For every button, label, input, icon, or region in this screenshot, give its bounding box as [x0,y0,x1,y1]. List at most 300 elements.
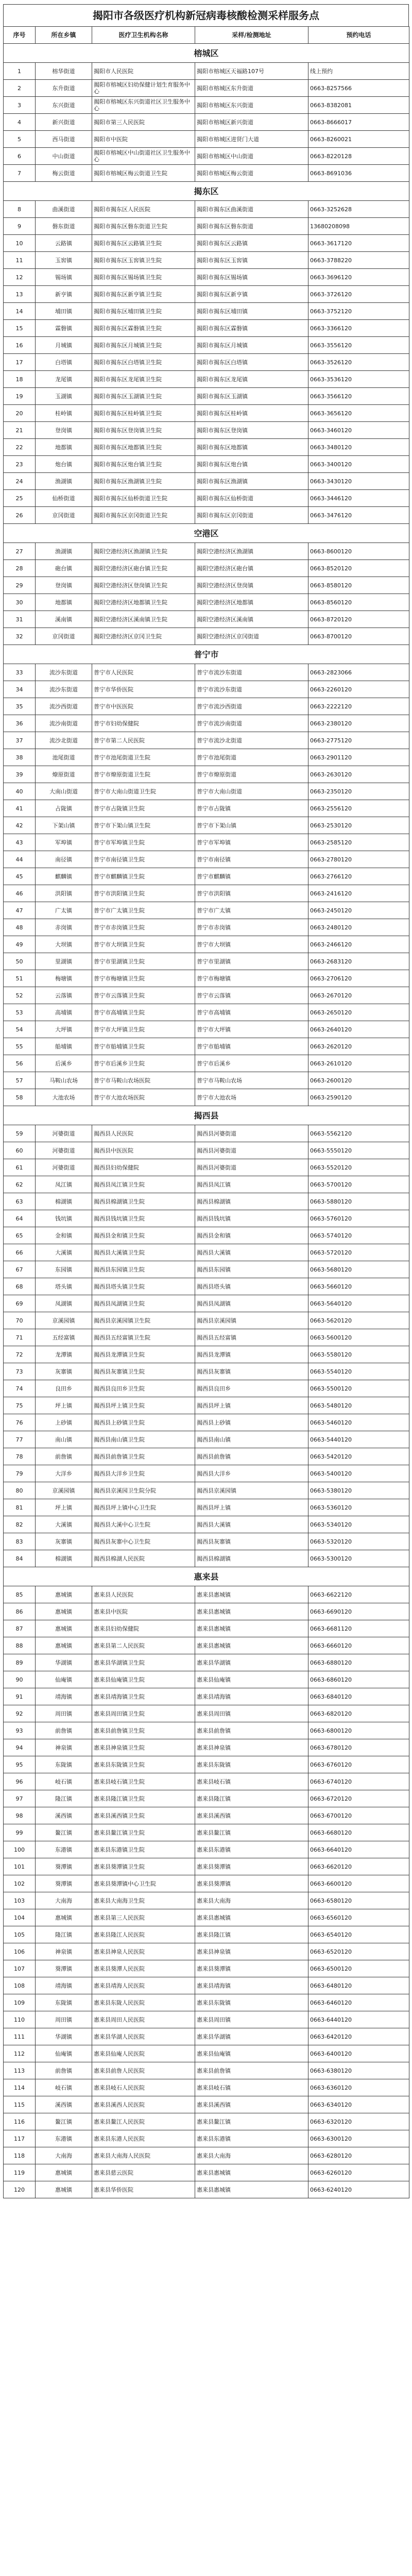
cell-institution: 普宁市梅塘镇卫生院 [92,970,195,987]
cell-institution: 惠来县大南海人民医院 [92,2147,195,2164]
cell-phone: 0663-2556120 [308,800,409,817]
cell-number: 3 [4,97,36,114]
cell-town: 大南山街道 [36,783,92,800]
cell-town: 坪上镇 [36,1499,92,1516]
table-row [4,1021,409,1038]
cell-address: 揭西县东园镇 [195,1261,308,1278]
cell-institution: 普宁市广太镇卫生院 [92,902,195,919]
cell-phone: 0663-5420120 [308,1448,409,1465]
table-row [4,1977,409,1994]
cell-phone: 0663-2260120 [308,681,409,698]
cell-institution: 惠来县前詹人民医院 [92,2062,195,2079]
region-name: 揭东区 [4,182,409,201]
cell-number: 34 [4,681,36,698]
cell-number: 101 [4,1858,36,1875]
cell-town: 大南海 [36,1892,92,1909]
cell-town: 前詹镇 [36,1448,92,1465]
cell-number: 47 [4,902,36,919]
table-row [4,286,409,303]
cell-town: 华湖镇 [36,1654,92,1671]
cell-address: 揭西县南山镇 [195,1431,308,1448]
cell-town: 地都镇 [36,439,92,456]
cell-number: 23 [4,456,36,473]
table-row [4,885,409,902]
table-row [4,131,409,148]
cell-address: 揭西县前詹镇 [195,1448,308,1465]
cell-phone: 0663-6840120 [308,1688,409,1705]
table-row [4,1807,409,1824]
cell-phone: 线上预约 [308,63,409,80]
cell-town: 大南海 [36,2147,92,2164]
cell-address: 普宁市高埔镇 [195,1004,308,1021]
cell-number: 43 [4,834,36,851]
cell-address: 揭西县凤湖镇 [195,1295,308,1312]
cell-address: 普宁市下架山镇 [195,817,308,834]
cell-address: 揭西县钱坑镇 [195,1210,308,1227]
cell-town: 东陇镇 [36,1994,92,2011]
cell-institution: 揭西县金和镇卫生院 [92,1227,195,1244]
cell-town: 华湖镇 [36,2028,92,2045]
cell-number: 107 [4,1960,36,1977]
table-row [4,1431,409,1448]
cell-phone: 0663-3556120 [308,337,409,354]
cell-address: 普宁市广太镇 [195,902,308,919]
cell-town: 大坝镇 [36,936,92,953]
cell-phone: 0663-2901120 [308,749,409,766]
cell-phone: 0663-6860120 [308,1671,409,1688]
cell-number: 80 [4,1482,36,1499]
cell-address: 普宁市南径镇 [195,851,308,868]
cell-number: 39 [4,766,36,783]
cell-town: 河婆街道 [36,1142,92,1159]
cell-phone: 0663-2650120 [308,1004,409,1021]
cell-number: 18 [4,371,36,388]
table-row [4,1261,409,1278]
cell-address: 揭西县大洋乡 [195,1465,308,1482]
table-row [4,902,409,919]
cell-town: 河婆街道 [36,1159,92,1176]
cell-address: 揭阳空港经济区登岗镇 [195,577,308,594]
cell-phone: 0663-6690120 [308,1603,409,1620]
cell-town: 广太镇 [36,902,92,919]
cell-address: 普宁市马鞍山农场 [195,1072,308,1089]
cell-phone: 0663-3536120 [308,371,409,388]
cell-phone: 0663-5300120 [308,1550,409,1567]
cell-address: 普宁市麒麟镇 [195,868,308,885]
table-row [4,218,409,235]
table-row [4,1038,409,1055]
cell-address: 惠来县岐石镇 [195,2079,308,2096]
table-row [4,1926,409,1943]
cell-number: 83 [4,1533,36,1550]
cell-phone: 0663-6660120 [308,1637,409,1654]
cell-number: 30 [4,594,36,611]
cell-address: 惠来县葵潭镇 [195,1960,308,1977]
cell-number: 45 [4,868,36,885]
cell-number: 118 [4,2147,36,2164]
cell-town: 云路镇 [36,235,92,252]
cell-number: 69 [4,1295,36,1312]
cell-number: 4 [4,114,36,131]
cell-town: 炮台镇 [36,456,92,473]
table-row [4,1278,409,1295]
table-row [4,473,409,490]
table-row [4,1448,409,1465]
cell-institution: 揭阳空港经济区砲台镇卫生院 [92,560,195,577]
table-row [4,1603,409,1620]
cell-phone: 0663-2480120 [308,919,409,936]
table-row [4,664,409,681]
cell-institution: 揭阳市揭东区白塔镇卫生院 [92,354,195,371]
cell-number: 109 [4,1994,36,2011]
cell-phone: 0663-5340120 [308,1516,409,1533]
cell-town: 地都镇 [36,594,92,611]
cell-address: 揭阳空港经济区渔湖镇 [195,543,308,560]
cell-town: 流沙北街道 [36,732,92,749]
cell-phone: 0663-2590120 [308,1089,409,1106]
cell-address: 惠来县靖海镇 [195,1688,308,1705]
table-row [4,1909,409,1926]
cell-number: 117 [4,2130,36,2147]
cell-address: 揭阳市揭东区埔田镇 [195,303,308,320]
cell-address: 揭西县灰寨镇 [195,1533,308,1550]
cell-town: 岐石镇 [36,2079,92,2096]
cell-address: 揭西县大溪镇 [195,1244,308,1261]
table-row [4,715,409,732]
cell-town: 隆江镇 [36,1926,92,1943]
cell-number: 24 [4,473,36,490]
cell-institution: 惠来县华湖人民医院 [92,2028,195,2045]
cell-phone: 0663-6600120 [308,1875,409,1892]
table-row [4,1586,409,1603]
cell-number: 10 [4,235,36,252]
cell-number: 9 [4,218,36,235]
cell-town: 葵潭镇 [36,1960,92,1977]
cell-number: 33 [4,664,36,681]
cell-number: 2 [4,80,36,97]
cell-number: 54 [4,1021,36,1038]
table-row [4,97,409,114]
cell-institution: 惠来县葵潭人民医院 [92,1960,195,1977]
cell-phone: 0663-5550120 [308,1142,409,1159]
cell-institution: 惠来县鳌江人民医院 [92,2113,195,2130]
cell-institution: 惠来县神泉镇卫生院 [92,1739,195,1756]
cell-phone: 0663-8220128 [308,148,409,165]
cell-phone: 0663-3430120 [308,473,409,490]
cell-institution: 普宁市中医医院 [92,698,195,715]
cell-phone: 0663-6520120 [308,1943,409,1960]
region-header-row [4,1106,409,1125]
cell-number: 36 [4,715,36,732]
cell-phone: 0663-5760120 [308,1210,409,1227]
cell-institution: 揭阳市揭东区玉窖镇卫生院 [92,252,195,269]
cell-number: 25 [4,490,36,507]
cell-phone: 0663-8700120 [308,628,409,645]
cell-institution: 普宁市燎原街道卫生院 [92,766,195,783]
cell-address: 揭西县凤江镇 [195,1176,308,1193]
cell-phone: 0663-3526120 [308,354,409,371]
cell-number: 70 [4,1312,36,1329]
cell-address: 普宁市池尾街道 [195,749,308,766]
cell-town: 东陇镇 [36,1756,92,1773]
cell-address: 揭阳空港经济区砲台镇 [195,560,308,577]
cell-phone: 0663-8382081 [308,97,409,114]
cell-institution: 普宁市马鞍山农场医院 [92,1072,195,1089]
cell-town: 京冈街道 [36,628,92,645]
cell-address: 揭西县五经富镇 [195,1329,308,1346]
cell-address: 惠来县神泉镇 [195,1943,308,1960]
cell-institution: 惠来县溪西人民医院 [92,2096,195,2113]
region-name: 空港区 [4,524,409,543]
cell-town: 神泉镇 [36,1943,92,1960]
cell-number: 112 [4,2045,36,2062]
cell-town: 惠城镇 [36,1637,92,1654]
cell-phone: 0663-6622120 [308,1586,409,1603]
cell-number: 41 [4,800,36,817]
cell-town: 后溪乡 [36,1055,92,1072]
cell-phone: 0663-5720120 [308,1244,409,1261]
cell-town: 云落镇 [36,987,92,1004]
cell-address: 普宁市大坪镇 [195,1021,308,1038]
table-row [4,320,409,337]
cell-town: 溪西镇 [36,1807,92,1824]
cell-address: 揭阳空港经济区溪南镇 [195,611,308,628]
cell-town: 流沙东街道 [36,681,92,698]
cell-phone: 0663-5580120 [308,1346,409,1363]
cell-institution: 普宁市占陇镇卫生院 [92,800,195,817]
cell-institution: 揭西县灰寨镇卫生院 [92,1363,195,1380]
table-row [4,681,409,698]
table-row [4,2130,409,2147]
table-row [4,1397,409,1414]
cell-institution: 惠来县前詹镇卫生院 [92,1722,195,1739]
cell-town: 前詹镇 [36,2062,92,2079]
cell-address: 普宁市梅塘镇 [195,970,308,987]
cell-phone: 0663-6340120 [308,2096,409,2113]
table-row [4,303,409,320]
cell-address: 揭西县金和镇 [195,1227,308,1244]
cell-institution: 惠来县靖海人民医院 [92,1977,195,1994]
table-row [4,1875,409,1892]
table-body [4,44,409,2198]
cell-number: 105 [4,1926,36,1943]
region-name: 揭西县 [4,1106,409,1125]
cell-address: 惠来县东陇镇 [195,1994,308,2011]
table-row [4,1705,409,1722]
table-row [4,2062,409,2079]
cell-address: 惠来县华湖镇 [195,2028,308,2045]
cell-phone: 0663-2670120 [308,987,409,1004]
cell-phone: 0663-2780120 [308,851,409,868]
table-row [4,507,409,524]
cell-institution: 惠来县第二人民医院 [92,1637,195,1654]
cell-address: 惠来县前詹镇 [195,1722,308,1739]
cell-town: 良田乡 [36,1380,92,1397]
cell-town: 锡场镇 [36,269,92,286]
cell-address: 普宁市流沙北街道 [195,732,308,749]
cell-phone: 0663-3617120 [308,235,409,252]
table-row [4,1943,409,1960]
table-row [4,543,409,560]
cell-town: 东升街道 [36,80,92,97]
cell-phone: 0663-6480120 [308,1977,409,1994]
cell-town: 玉湖镇 [36,388,92,405]
cell-town: 高埔镇 [36,1004,92,1021]
cell-number: 63 [4,1193,36,1210]
cell-institution: 揭西县凤湖镇卫生院 [92,1295,195,1312]
cell-number: 61 [4,1159,36,1176]
cell-institution: 惠来县东陇镇卫生院 [92,1756,195,1773]
cell-institution: 惠来县东港人民医院 [92,2130,195,2147]
table-row [4,1004,409,1021]
cell-phone: 0663-6700120 [308,1807,409,1824]
table-row [4,1072,409,1089]
cell-address: 揭西县棉湖镇 [195,1550,308,1567]
table-row [4,560,409,577]
cell-address: 揭西县坪上镇 [195,1397,308,1414]
cell-address: 揭阳市揭东区京冈街道 [195,507,308,524]
cell-institution: 普宁市里湖镇卫生院 [92,953,195,970]
cell-number: 49 [4,936,36,953]
cell-address: 惠来县溪西镇 [195,1807,308,1824]
cell-institution: 惠来县仙庵人民医院 [92,2045,195,2062]
cell-address: 揭阳市揭东区白塔镇 [195,354,308,371]
table-row [4,1773,409,1790]
cell-address: 惠来县惠城镇 [195,1620,308,1637]
cell-institution: 揭西县钱坑镇卫生院 [92,1210,195,1227]
cell-address: 普宁市流沙东街道 [195,681,308,698]
cell-institution: 揭阳市揭东区新亨镇卫生院 [92,286,195,303]
cell-address: 揭西县良田乡 [195,1380,308,1397]
cell-phone: 0663-6440120 [308,2011,409,2028]
cell-phone: 0663-8600120 [308,543,409,560]
cell-institution: 揭西县塔头镇卫生院 [92,1278,195,1295]
cell-town: 下架山镇 [36,817,92,834]
cell-number: 68 [4,1278,36,1295]
cell-institution: 惠来县隆江人民医院 [92,1926,195,1943]
cell-number: 79 [4,1465,36,1482]
cell-number: 110 [4,2011,36,2028]
cell-town: 棉湖镇 [36,1193,92,1210]
cell-town: 船埔镇 [36,1038,92,1055]
cell-institution: 揭阳市人民医院 [92,63,195,80]
table-row [4,1533,409,1550]
cell-institution: 揭西县凤江镇卫生院 [92,1176,195,1193]
cell-institution: 揭阳空港经济区溪南镇卫生院 [92,611,195,628]
cell-address: 揭西县塔头镇 [195,1278,308,1295]
table-row [4,1790,409,1807]
cell-address: 揭阳市揭东区玉湖镇 [195,388,308,405]
cell-institution: 揭阳市揭东区渔湖镇卫生院 [92,473,195,490]
cell-institution: 揭西县灰寨中心卫生院 [92,1533,195,1550]
cell-address: 揭阳市揭东区霖磐镇 [195,320,308,337]
cell-number: 67 [4,1261,36,1278]
cell-phone: 0663-2640120 [308,1021,409,1038]
cell-phone: 0663-8666017 [308,114,409,131]
cell-phone: 0663-6800120 [308,1722,409,1739]
cell-phone: 0663-2630120 [308,766,409,783]
cell-phone: 0663-5620120 [308,1312,409,1329]
cell-phone: 0663-5660120 [308,1278,409,1295]
cell-address: 揭阳空港经济区京冈街道 [195,628,308,645]
cell-town: 葵潭镇 [36,1858,92,1875]
cell-address: 揭阳市揭东区地都镇 [195,439,308,456]
cell-institution: 揭阳市揭东区人民医院 [92,201,195,218]
cell-number: 55 [4,1038,36,1055]
cell-town: 中山街道 [36,148,92,165]
cell-town: 龙尾镇 [36,371,92,388]
cell-town: 流沙西街道 [36,698,92,715]
table-row [4,970,409,987]
cell-address: 揭阳市揭东区炮台镇 [195,456,308,473]
cell-institution: 惠来县中医院 [92,1603,195,1620]
cell-address: 揭阳市揭东区龙尾镇 [195,371,308,388]
cell-institution: 惠来县慈云医院 [92,2164,195,2181]
cell-institution: 普宁市华侨医院 [92,681,195,698]
table-row [4,1637,409,1654]
cell-phone: 0663-6820120 [308,1705,409,1722]
cell-address: 揭阳市揭东区渔湖镇 [195,473,308,490]
table-row [4,1671,409,1688]
table-row [4,1960,409,1977]
cell-town: 新兴街道 [36,114,92,131]
cell-phone: 0663-3788220 [308,252,409,269]
cell-number: 28 [4,560,36,577]
cell-number: 48 [4,919,36,936]
cell-number: 96 [4,1773,36,1790]
cell-address: 普宁市流沙西街道 [195,698,308,715]
cell-institution: 揭阳市揭东区登岗镇卫生院 [92,422,195,439]
cell-town: 龙潭镇 [36,1346,92,1363]
table-row [4,594,409,611]
cell-number: 100 [4,1841,36,1858]
cell-institution: 惠来县隆江镇卫生院 [92,1790,195,1807]
table-row [4,114,409,131]
cell-phone: 0663-3656120 [308,405,409,422]
cell-town: 仙庵镇 [36,2045,92,2062]
cell-phone: 0663-6760120 [308,1756,409,1773]
cell-institution: 惠来县靖海镇卫生院 [92,1688,195,1705]
table-row [4,1363,409,1380]
cell-phone: 0663-2450120 [308,902,409,919]
cell-address: 揭西县河婆街道 [195,1125,308,1142]
cell-town: 钱坑镇 [36,1210,92,1227]
cell-phone: 0663-8257566 [308,80,409,97]
cell-phone: 0663-3400120 [308,456,409,473]
cell-town: 砲台镇 [36,560,92,577]
cell-town: 棉湖镇 [36,1550,92,1567]
cell-phone: 0663-2350120 [308,783,409,800]
cell-address: 惠来县仙庵镇 [195,2045,308,2062]
cell-town: 占陇镇 [36,800,92,817]
cell-address: 普宁市占陇镇 [195,800,308,817]
cell-institution: 普宁市后溪乡卫生院 [92,1055,195,1072]
cell-institution: 惠来县周田人民医院 [92,2011,195,2028]
cell-phone: 0663-8691036 [308,165,409,182]
cell-phone: 0663-6740120 [308,1773,409,1790]
table-row [4,1824,409,1841]
cell-town: 登岗镇 [36,422,92,439]
cell-town: 流沙东街道 [36,664,92,681]
cell-address: 惠来县周田镇 [195,1705,308,1722]
table-row [4,1414,409,1431]
cell-town: 梅云街道 [36,165,92,182]
cell-address: 惠来县惠城镇 [195,1909,308,1926]
table-row [4,1688,409,1705]
cell-institution: 惠来县岐石人民医院 [92,2079,195,2096]
cell-institution: 揭阳市揭东区仙桥街道卫生院 [92,490,195,507]
cell-institution: 揭阳空港经济区京冈卫生院 [92,628,195,645]
